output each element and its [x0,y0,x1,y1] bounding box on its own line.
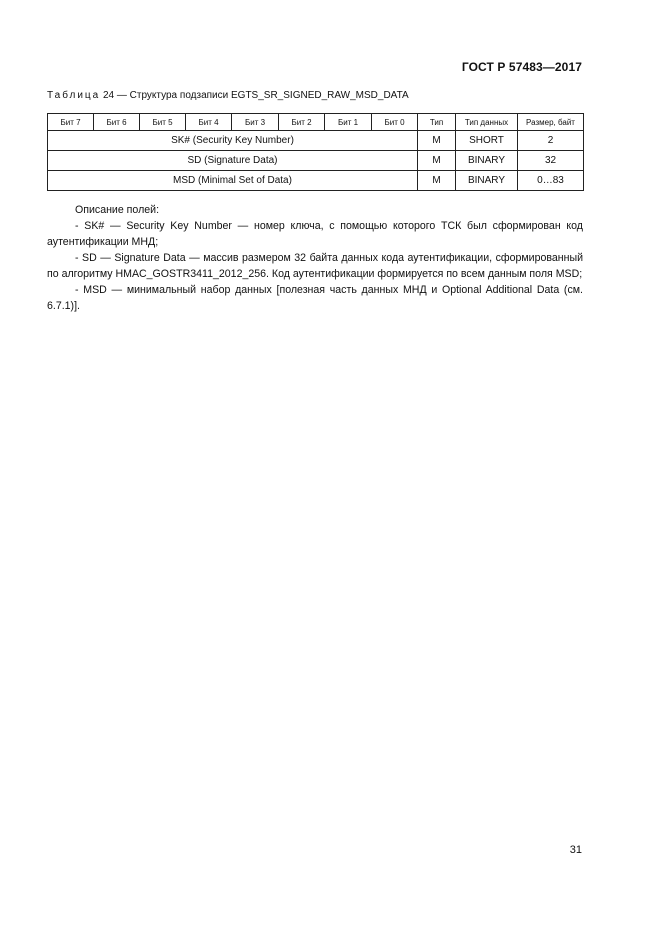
field-description [47,202,583,314]
column-header: Бит 0 [372,114,418,131]
column-header: Размер, байт [518,114,584,131]
type-cell: M [418,131,456,151]
table-header-row [48,114,584,131]
table-row [48,171,584,191]
data-type-cell: BINARY [456,151,518,171]
size-cell: 2 [518,131,584,151]
caption-label: Таблица [47,90,101,101]
column-header: Бит 3 [232,114,279,131]
description-item-msd: - MSD — минимальный набор данных [полезная часть данных МНД и Optional Additional Data (см. 6.7.1)]. [47,284,583,312]
column-header: Тип [418,114,456,131]
column-header: Бит 2 [279,114,325,131]
type-cell: M [418,151,456,171]
column-header: Бит 4 [186,114,232,131]
size-cell: 0…83 [518,171,584,191]
description-item-sk: - SK# — Security Key Number — номер ключа, с помощью которого ТСК был сформирован код аутентификации МНД; [47,220,583,248]
data-type-cell: BINARY [456,171,518,191]
field-name-cell: SK# (Security Key Number) [48,131,418,151]
field-name-cell: SD (Signature Data) [48,151,418,171]
column-header: Бит 7 [48,114,94,131]
caption-text: — Структура подзаписи EGTS_SR_SIGNED_RAW_MSD_DATA [114,90,409,101]
size-cell: 32 [518,151,584,171]
table-row [48,131,584,151]
column-header: Тип данных [456,114,518,131]
description-intro: Описание полей: [75,204,160,216]
document-code: ГОСТ Р 57483—2017 [461,60,582,74]
table-row [48,151,584,171]
column-header: Бит 5 [140,114,186,131]
page-number: 31 [569,844,582,856]
description-item-sd: - SD — Signature Data — массив размером 32 байта данных кода аутентификации, сформированный по алгоритму HMAC_GOSTR3411_2012_256. Код аутентификации формируется по всем данным поля MSD; [47,252,583,280]
field-name-cell: MSD (Minimal Set of Data) [48,171,418,191]
caption-number: 24 [103,90,115,101]
data-type-cell: SHORT [456,131,518,151]
column-header: Бит 6 [94,114,140,131]
column-header: Бит 1 [325,114,372,131]
type-cell: M [418,171,456,191]
table-caption [47,90,409,101]
structure-table [47,113,584,191]
